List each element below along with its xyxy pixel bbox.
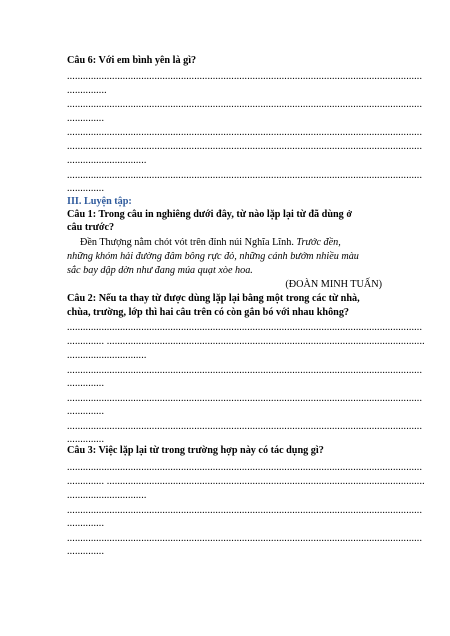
passage-line: những khóm hải đường đâm bông rực đỏ, những cánh bướm nhiều màu (67, 251, 359, 262)
answer-line: ............... (67, 85, 107, 96)
question-2-title: Câu 2: Nếu ta thay từ được dùng lặp lại bằng một trong các từ nhà, (67, 293, 360, 304)
answer-line: .............. ........................................................................................................................ (67, 336, 425, 347)
passage-line: sắc bay dập dờn như đang múa quạt xòe hoa. (67, 265, 253, 276)
answer-line: .............. (67, 546, 105, 557)
answer-line: ...................................................................................................................................... (67, 141, 423, 152)
question-3-title: Câu 3: Việc lặp lại từ trong trường hợp này có tác dụng gì? (67, 445, 324, 456)
question-6-title: Câu 6: Với em bình yên là gì? (67, 55, 197, 66)
answer-line: ...................................................................................................................................... (67, 462, 423, 473)
answer-line: .............. (67, 406, 105, 417)
answer-line: ...................................................................................................................................... (67, 505, 423, 516)
passage-italic-text: Trước đền, (296, 237, 341, 248)
answer-line: ...................................................................................................................................... (67, 421, 423, 432)
answer-line: .............. (67, 183, 105, 194)
answer-line: ...................................................................................................................................... (67, 322, 423, 333)
answer-line: ...................................................................................................................................... (67, 71, 423, 82)
question-1-title-cont: câu trước? (67, 222, 115, 233)
passage-author: (ĐOÀN MINH TUẤN) (285, 279, 382, 290)
question-1-title: Câu 1: Trong câu in nghiêng dưới đây, từ nào lặp lại từ đã dùng ở (67, 209, 352, 220)
answer-line: .............................. (67, 490, 147, 501)
answer-line: ...................................................................................................................................... (67, 393, 423, 404)
answer-line: ...................................................................................................................................... (67, 533, 423, 544)
answer-line: .............. (67, 434, 105, 445)
answer-line: .............. (67, 378, 105, 389)
answer-line: .............. (67, 113, 105, 124)
answer-line: .............. (67, 518, 105, 529)
passage-text: Đền Thượng nằm chót vót trên đỉnh núi Nghĩa Lĩnh. (80, 237, 297, 248)
answer-line: ...................................................................................................................................... (67, 365, 423, 376)
answer-line: .............................. (67, 350, 147, 361)
question-2-title-cont: chùa, trường, lớp thì hai câu trên có còn gắn bó với nhau không? (67, 307, 350, 318)
passage-line (80, 237, 382, 249)
answer-line: ...................................................................................................................................... (67, 170, 423, 181)
answer-line: .............................. (67, 155, 147, 166)
answer-line: ...................................................................................................................................... (67, 99, 423, 110)
answer-line: .............. ........................................................................................................................ (67, 476, 425, 487)
section-heading: III. Luyện tập: (67, 196, 132, 207)
answer-line: ...................................................................................................................................... (67, 127, 423, 138)
